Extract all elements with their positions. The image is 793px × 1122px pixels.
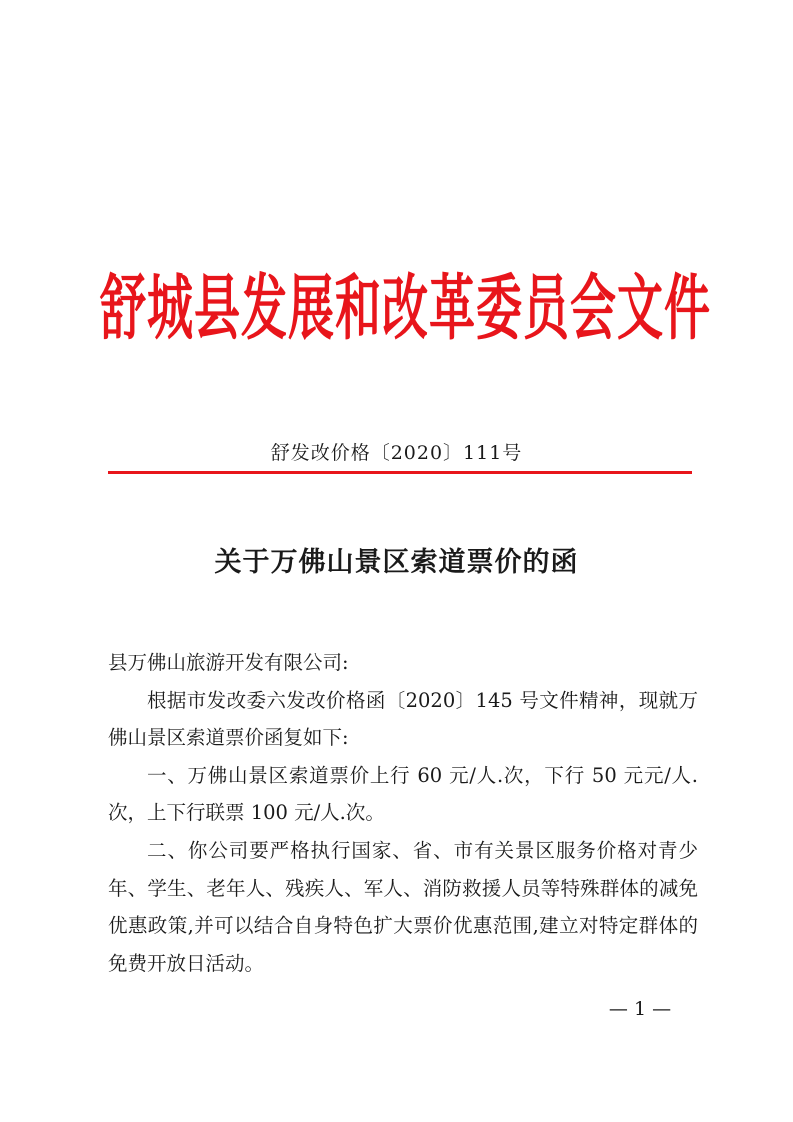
issuing-authority-header: 舒城县发展和改革委员会文件 xyxy=(100,265,711,350)
document-number: 舒发改价格〔2020〕111号 xyxy=(270,442,523,464)
document-title: 关于万佛山景区索道票价的函 xyxy=(214,547,579,578)
body-paragraph-1: 根据市发改委六发改价格函〔2020〕145 号文件精神，现就万佛山景区索道票价函复如下: xyxy=(108,688,698,750)
document-body xyxy=(108,644,698,982)
red-divider-line xyxy=(108,471,692,474)
salutation: 县万佛山旅游开发有限公司: xyxy=(108,651,349,674)
body-paragraph-2: 一、万佛山景区索道票价上行 60 元/人.次，下行 50 元元/人.次，上下行联票 100 元/人.次。 xyxy=(108,763,698,825)
page-number: — 1 — xyxy=(608,998,672,1020)
body-paragraph-3: 二、你公司要严格执行国家、省、市有关景区服务价格对青少年、学生、老年人、残疾人、军人、消防救援人员等特殊群体的减免优惠政策,并可以结合自身特色扩大票价优惠范围,建立对特定群体的免费开放日活动。 xyxy=(108,838,698,975)
